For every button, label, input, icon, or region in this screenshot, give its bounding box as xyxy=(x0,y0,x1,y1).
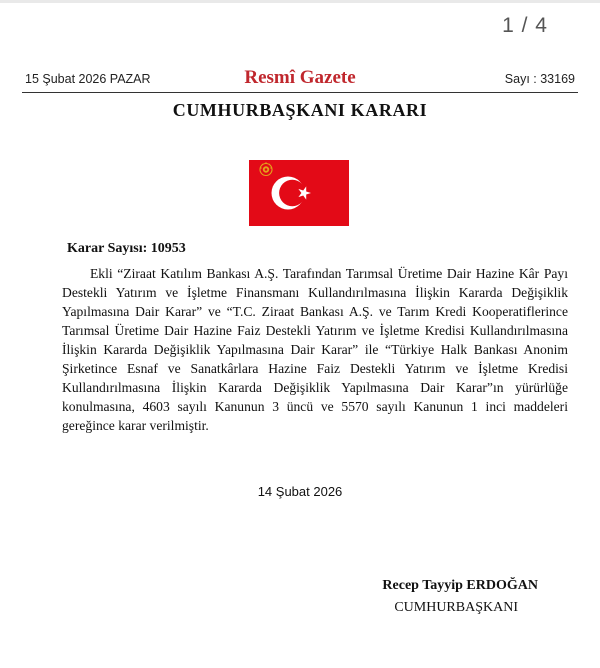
decision-heading: CUMHURBAŞKANI KARARI xyxy=(172,100,428,120)
header-divider xyxy=(22,92,578,93)
viewer-toolbar xyxy=(0,0,600,58)
decision-body xyxy=(62,264,568,435)
signer-name: Recep Tayyip ERDOĞAN xyxy=(382,578,538,593)
decision-body-text: Ekli “Ziraat Katılım Bankası A.Ş. Tarafından Tarımsal Üretime Dair Hazine Kâr Payı Destekli Yatırım ve İşletme Finansmanı Kullandırılmasına İlişkin Kararda Değişiklik Yapılmasına Dair Karar” ve “T.C. Ziraat Bankası A.Ş. ve Tarım Kredi Kooperatiflerince Tarımsal Üretime Dair Hazine Faiz Destekli Yatırım ve İşletme Kredisi Kullandırılmasına İlişkin Kararda Değişiklik Yapılmasına Dair Karar” ile “Türkiye Halk Bankası Anonim Şirketince Esnaf ve Sanatkârlara Hazine Faiz Destekli Yatırım ve İşletme Kredisi Kullandırılmasına İlişkin Kararda Değişiklik Yapılmasına Dair Karar”ın yürürlüğe konulmasına, 4603 sayılı Kanunun 3 üncü ve 5570 sayılı Kanunun 1 inci maddeleri gereğince karar verilmiştir. xyxy=(62,266,568,433)
issue-number: Sayı : 33169 xyxy=(504,72,575,86)
top-strip xyxy=(0,0,600,3)
signer-title: CUMHURBAŞKANI xyxy=(394,600,518,615)
gazette-header xyxy=(0,66,600,92)
page-counter: 1 / 4 xyxy=(502,14,548,37)
decision-date: 14 Şubat 2026 xyxy=(257,484,343,499)
turkish-flag-icon xyxy=(249,160,349,226)
header-date: 15 Şubat 2026 PAZAR xyxy=(25,72,151,86)
decision-number: Karar Sayısı: 10953 xyxy=(67,241,186,256)
gazette-title: Resmî Gazete xyxy=(244,67,356,88)
